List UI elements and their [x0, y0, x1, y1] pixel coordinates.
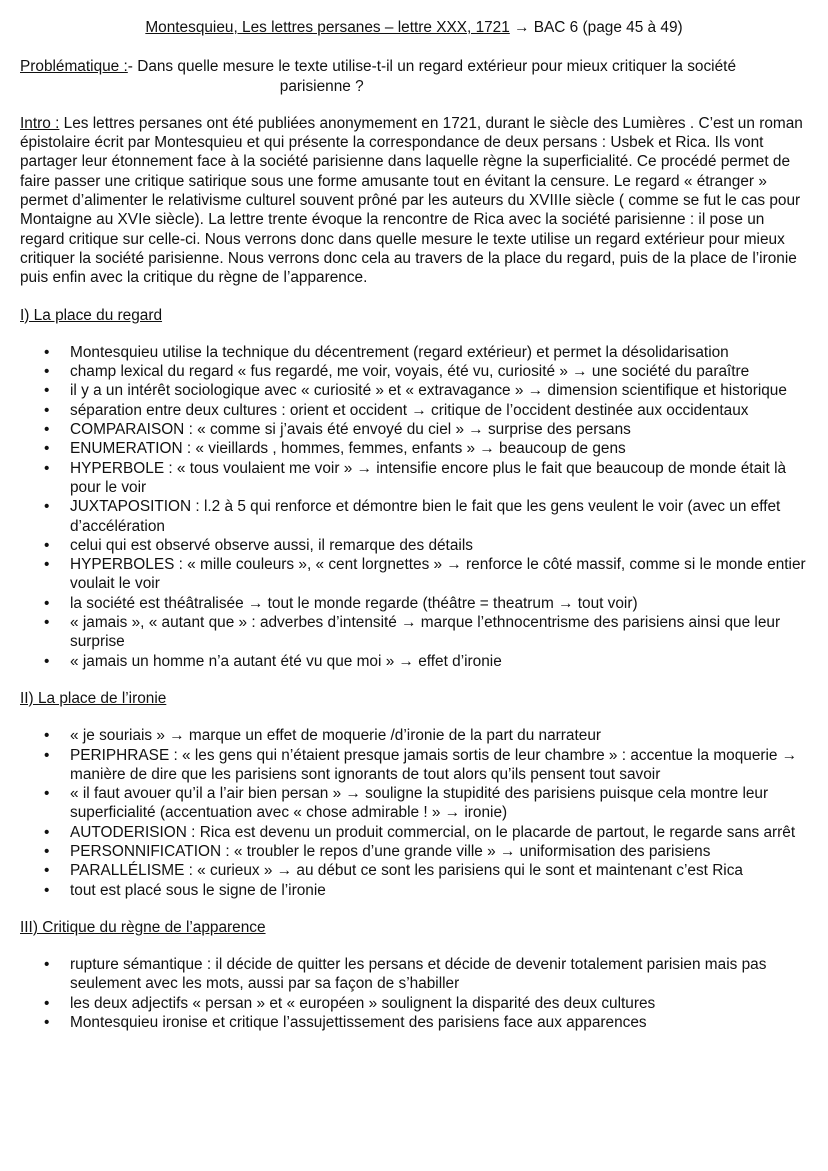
- list-item: • il y a un intérêt sociologique avec « curiosité » et « extravagance » → dimension scientifique et historique: [20, 381, 808, 400]
- list-item: • « je souriais » → marque un effet de moquerie /d’ironie de la part du narrateur: [20, 726, 808, 745]
- list-item: • HYPERBOLE : « tous voulaient me voir » → intensifie encore plus le fait que beaucoup de monde était là pour le voir: [20, 459, 808, 498]
- section-title-text: I) La place du regard: [20, 306, 163, 324]
- list-item: • « jamais », « autant que » : adverbes d’intensité → marque l’ethnocentrisme des parisiens ainsi que leur surprise: [20, 613, 808, 652]
- intro-text: Les lettres persanes ont été publiées anonymement en 1721, durant le siècle des Lumières . C’est un roman épistolaire écrit par Montesquieu et qui présente la correspondance de deux persans : Usbek et Rica. Ils vont partager leur étonnement face à la société parisienne dans laquelle règne la superficialité. Ce procédé permet de faire passer une critique satirique sous une forme amusante tout en évitant la censure. Le regard « étranger » permet d’alimenter le relativisme culturel souvent prôné par les auteurs du XVIIIe siècle ( comme se fut le cas pour Montaigne au XVIe siècle). La lettre trente évoque la rencontre de Rica avec la société parisienne : il pose un regard critique sur celle-ci. Nous verrons donc dans quelle mesure le texte utilise un regard extérieur pour mieux critiquer la société parisienne. Nous verrons donc cela au travers de la place du regard, puis de la place de l’ironie puis enfin avec la critique du règne de l’apparence.: [20, 114, 803, 287]
- document-title: [20, 18, 808, 37]
- list-item: • champ lexical du regard « fus regardé, me voir, voyais, été vu, curiosité » → une société du paraître: [20, 362, 808, 381]
- list-item: • Montesquieu utilise la technique du décentrement (regard extérieur) et permet la désolidarisation: [20, 343, 808, 362]
- section-title-text: III) Critique du règne de l’apparence: [20, 918, 266, 936]
- bullet-list: [20, 343, 808, 671]
- document-title-rest: → BAC 6 (page 45 à 49): [509, 19, 683, 36]
- list-item: • Montesquieu ironise et critique l’assujettissement des parisiens face aux apparences: [20, 1013, 808, 1032]
- bullet-list: [20, 955, 808, 1032]
- problematique: [20, 57, 808, 96]
- list-item: • AUTODERISION : Rica est devenu un produit commercial, on le placarde de partout, le regarde sans arrêt: [20, 823, 808, 842]
- list-item: • rupture sémantique : il décide de quitter les persans et décide de devenir totalement parisien mais pas seulement avec les mots, aussi par sa façon de s’habiller: [20, 955, 808, 994]
- list-item: • ENUMERATION : « vieillards , hommes, femmes, enfants » → beaucoup de gens: [20, 439, 808, 458]
- problematique-text: [128, 57, 808, 96]
- section-title: [20, 306, 808, 325]
- list-item: • celui qui est observé observe aussi, il remarque des détails: [20, 536, 808, 555]
- intro-label: Intro :: [20, 114, 60, 132]
- list-item: • la société est théâtralisée → tout le monde regarde (théâtre = theatrum → tout voir): [20, 594, 808, 613]
- list-item: • séparation entre deux cultures : orient et occident → critique de l’occident destinée aux occidentaux: [20, 401, 808, 420]
- list-item: • les deux adjectifs « persan » et « européen » soulignent la disparité des deux cultures: [20, 994, 808, 1013]
- intro-paragraph: [20, 114, 808, 288]
- list-item: • tout est placé sous le signe de l’ironie: [20, 881, 808, 900]
- document-title-main: Montesquieu, Les lettres persanes – lettre XXX, 1721: [145, 19, 510, 36]
- problematique-line2: parisienne ?: [279, 77, 364, 95]
- list-item: • PERIPHRASE : « les gens qui n’étaient presque jamais sortis de leur chambre » : accentue la moquerie → manière de dire que les parisiens sont ignorants de tout alors qu’ils pensent tout savoir: [20, 746, 808, 785]
- problematique-label: Problématique :: [20, 58, 128, 76]
- list-item: • PARALLÉLISME : « curieux » → au début ce sont les parisiens qui le sont et maintenant c’est Rica: [20, 861, 808, 880]
- bullet-list: [20, 726, 808, 900]
- sections: [20, 306, 808, 1033]
- section-title: [20, 918, 808, 937]
- list-item: • HYPERBOLES : « mille couleurs », « cent lorgnettes » → renforce le côté massif, comme si le monde entier voulait le voir: [20, 555, 808, 594]
- list-item: • PERSONNIFICATION : « troubler le repos d’une grande ville » → uniformisation des parisiens: [20, 842, 808, 861]
- problematique-line1: - Dans quelle mesure le texte utilise-t-il un regard extérieur pour mieux critiquer la société: [127, 58, 736, 76]
- list-item: • JUXTAPOSITION : l.2 à 5 qui renforce et démontre bien le fait que les gens veulent le voir (avec un effet d’accélération: [20, 497, 808, 536]
- list-item: • « il faut avouer qu’il a l’air bien persan » → souligne la stupidité des parisiens puisque cela montre leur superficialité (accentuation avec « chose admirable ! » → ironie): [20, 784, 808, 823]
- list-item: • COMPARAISON : « comme si j’avais été envoyé du ciel » → surprise des persans: [20, 420, 808, 439]
- list-item: • « jamais un homme n’a autant été vu que moi » → effet d’ironie: [20, 652, 808, 671]
- section-title: [20, 689, 808, 708]
- section-title-text: II) La place de l’ironie: [20, 689, 167, 707]
